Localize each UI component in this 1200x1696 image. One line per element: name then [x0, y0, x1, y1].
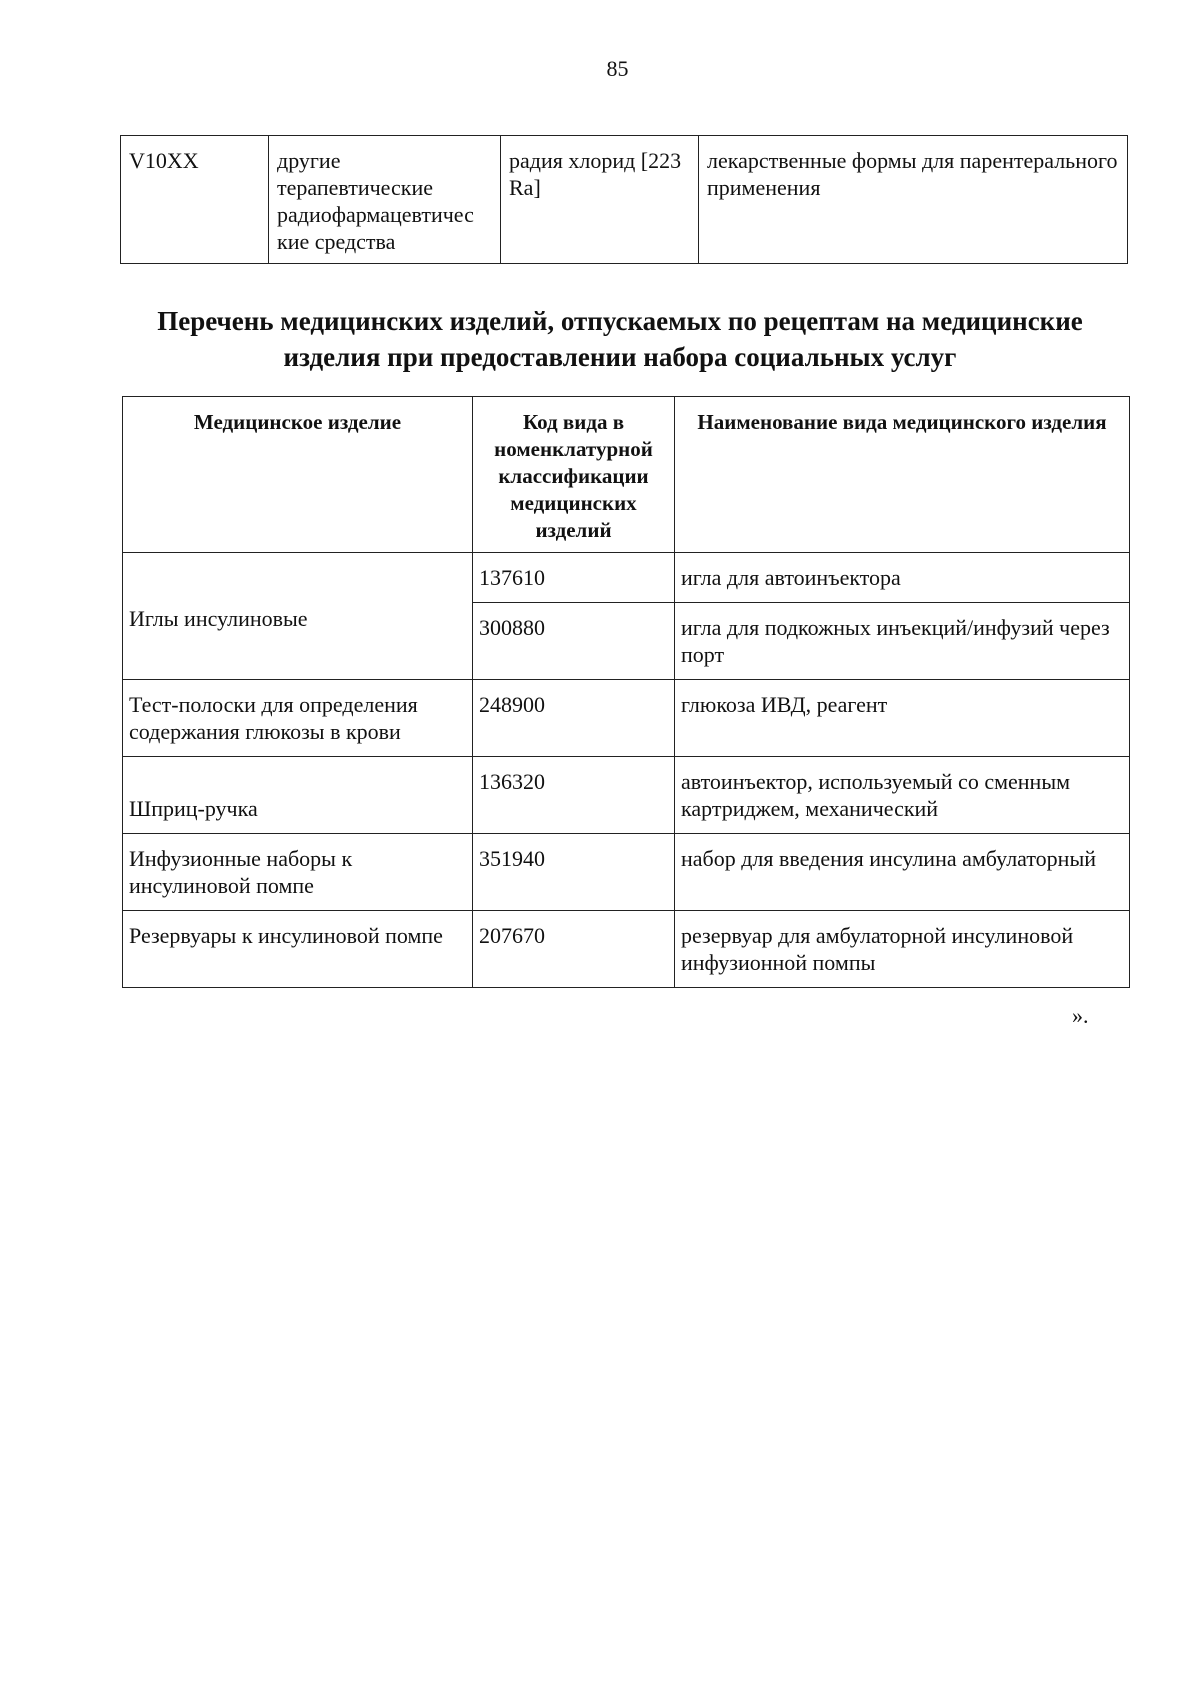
- closing-quote: ».: [1072, 1003, 1089, 1028]
- name-cell: резервуар для амбулаторной инсулиновой инфузионной помпы: [675, 911, 1130, 988]
- name-cell: глюкоза ИВД, реагент: [675, 680, 1130, 757]
- code-cell: 137610: [473, 553, 675, 603]
- header-device: Медицинское изделие: [123, 397, 473, 553]
- code-cell: 207670: [473, 911, 675, 988]
- dosage-forms-cell: лекарственные формы для парентерального применения: [699, 136, 1128, 264]
- device-cell: Инфузионные наборы к инсулиновой помпе: [123, 834, 473, 911]
- name-cell: игла для подкожных инъекций/инфузий через порт: [675, 603, 1130, 680]
- section-title: Перечень медицинских изделий, отпускаемых по рецептам на медицинские изделия при предоставлении набора социальных услуг: [157, 306, 1083, 372]
- atc-code-cell: V10XX: [121, 136, 269, 264]
- name-cell: игла для автоинъектора: [675, 553, 1130, 603]
- substance-cell: радия хлорид [223 Ra]: [501, 136, 699, 264]
- code-cell: 300880: [473, 603, 675, 680]
- name-cell: автоинъектор, используемый со сменным картриджем, механический: [675, 757, 1130, 834]
- medical-devices-table: [122, 396, 1130, 988]
- table-header-row: [123, 397, 1130, 553]
- code-cell: 351940: [473, 834, 675, 911]
- group-cell: другие терапевтические радиофармацевтичес кие средства: [269, 136, 501, 264]
- table-row: [123, 834, 1130, 911]
- page-number: 85: [606, 56, 629, 81]
- table-row: [123, 553, 1130, 603]
- device-cell: Иглы инсулиновые: [123, 553, 473, 680]
- code-cell: 136320: [473, 757, 675, 834]
- device-cell: Резервуары к инсулиновой помпе: [123, 911, 473, 988]
- code-cell: 248900: [473, 680, 675, 757]
- table-row: [123, 911, 1130, 988]
- header-name: Наименование вида медицинского изделия: [675, 397, 1130, 553]
- device-cell: Шприц-ручка: [123, 757, 473, 834]
- table-row: [121, 136, 1128, 264]
- medicines-table-continuation: [120, 135, 1128, 264]
- name-cell: набор для введения инсулина амбулаторный: [675, 834, 1130, 911]
- device-cell: Тест-полоски для определения содержания глюкозы в крови: [123, 680, 473, 757]
- table-row: [123, 680, 1130, 757]
- header-code: Код вида в номенклатурной классификации медицинских изделий: [473, 397, 675, 553]
- table-row: [123, 757, 1130, 834]
